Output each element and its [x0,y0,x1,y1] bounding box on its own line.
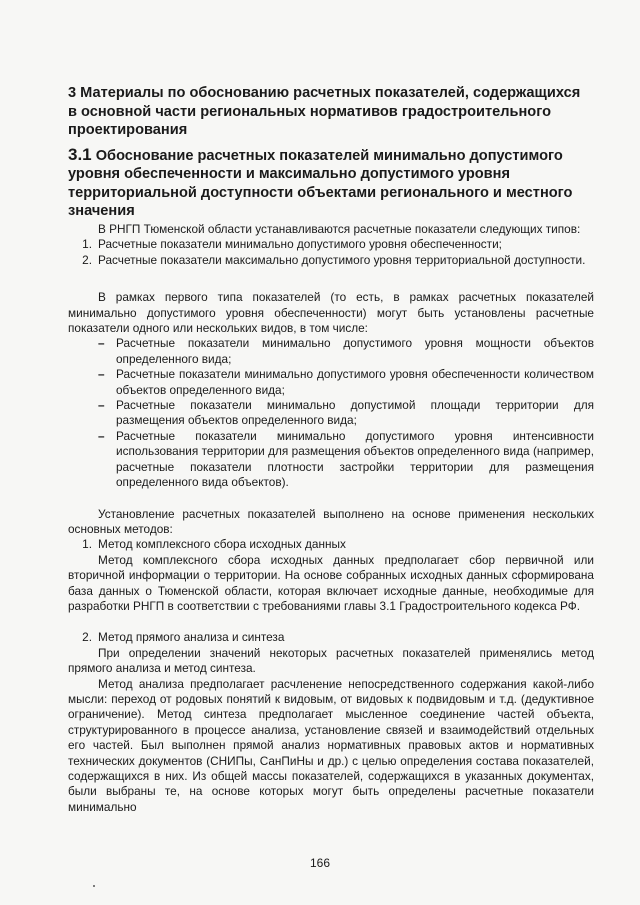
list-item-text: Расчетные показатели минимально допустимого уровня обеспеченности количеством объектов определенного вида; [116,367,594,397]
method-heading [68,537,594,552]
list-item [68,398,594,429]
scan-speck [93,885,95,887]
list-item-text: Расчетные показатели минимально допустимого уровня обеспеченности; [98,237,502,252]
list-item [68,253,594,268]
list-item-text: Расчетные показатели минимально допустимого уровня интенсивности использования территории для размещения объектов определенного вида (например, расчетные показатели плотности застройки территории для размещения определенного вида объектов). [116,428,594,490]
dash-marker: – [98,367,105,382]
subsection-title: Обоснование расчетных показателей минимально допустимого уровня обеспеченности и максимально допустимого уровня территориальной доступности объектами регионального и местного значения [68,148,573,219]
method-paragraph: Метод комплексного сбора исходных данных предполагает сбор первичной или вторичной информации о территории. На основе собранных исходных данных сформирована база данных о Тюменской области, которая включает исходные данные, необходимые для разработки РНГП в соответствии с требованиями главы 3.1 Градостроительного кодекса РФ. [68,552,594,613]
list-marker: 1. [82,237,92,252]
list-item-text: Расчетные показатели минимально допустимого уровня мощности объектов определенного вида; [116,336,594,366]
list-item-text: Расчетные показатели максимально допустимого уровня территориальной доступности. [98,252,586,267]
subsection-heading [68,146,608,220]
method-title: Метод комплексного сбора исходных данных [98,537,346,552]
list-item [68,367,594,398]
intro-paragraph: В РНГП Тюменской области устанавливаются расчетные показатели следующих типов: [98,222,581,236]
first-type-paragraph: В рамках первого типа показателей (то есть, в рамках расчетных показателей минимально допустимого уровня обеспеченности) могут быть установлены расчетные показатели одного или нескольких видов, в том числе: [68,290,594,336]
method-paragraph: При определении значений некоторых расчетных показателей применялись метод прямого анализа и метод синтеза. [68,645,594,676]
list-item-text: Расчетные показатели минимально допустимой площади территории для размещения объектов определенного вида; [116,398,594,428]
dash-marker: – [98,336,105,351]
list-item [68,336,594,367]
methods-paragraph: Установление расчетных показателей выполнено на основе применения нескольких основных методов: [68,506,594,536]
method-paragraph: Метод анализа предполагает расчленение непосредственного содержания какой-либо мысли: переход от родовых понятий к видовым, от видовых к подвидовым и т.д. (дедуктивное ограничение). Метод синтеза предполагает мысленное соединение частей объекта, структурированного в процессе анализа, установление связей и взаимодействий отдельных его частей. Был выполнен прямой анализ нормативных правовых актов и нормативных технических документов (СНИПы, СанПиНы и др.) с целью определения состава показателей, содержащихся в них. Из общей массы показателей, содержащихся в указанных документах, были выбраны те, на основе которых могут быть определены расчетные показатели минимально [68,676,594,814]
list-item [68,429,594,491]
list-marker: 2. [82,630,92,645]
dash-marker: – [98,428,105,443]
dash-marker: – [98,398,105,413]
section-heading: 3 Материалы по обоснованию расчетных показателей, содержащихся в основной части региональных нормативов градостроительного проектирования [68,85,581,138]
method-heading [68,630,594,645]
list-marker: 2. [82,252,92,267]
method-title: Метод прямого анализа и синтеза [98,630,285,645]
list-item [68,237,594,252]
subsection-number: 3.1 [68,145,92,164]
list-marker: 1. [82,537,92,552]
body-text [68,222,594,815]
page-number: 166 [309,856,331,870]
